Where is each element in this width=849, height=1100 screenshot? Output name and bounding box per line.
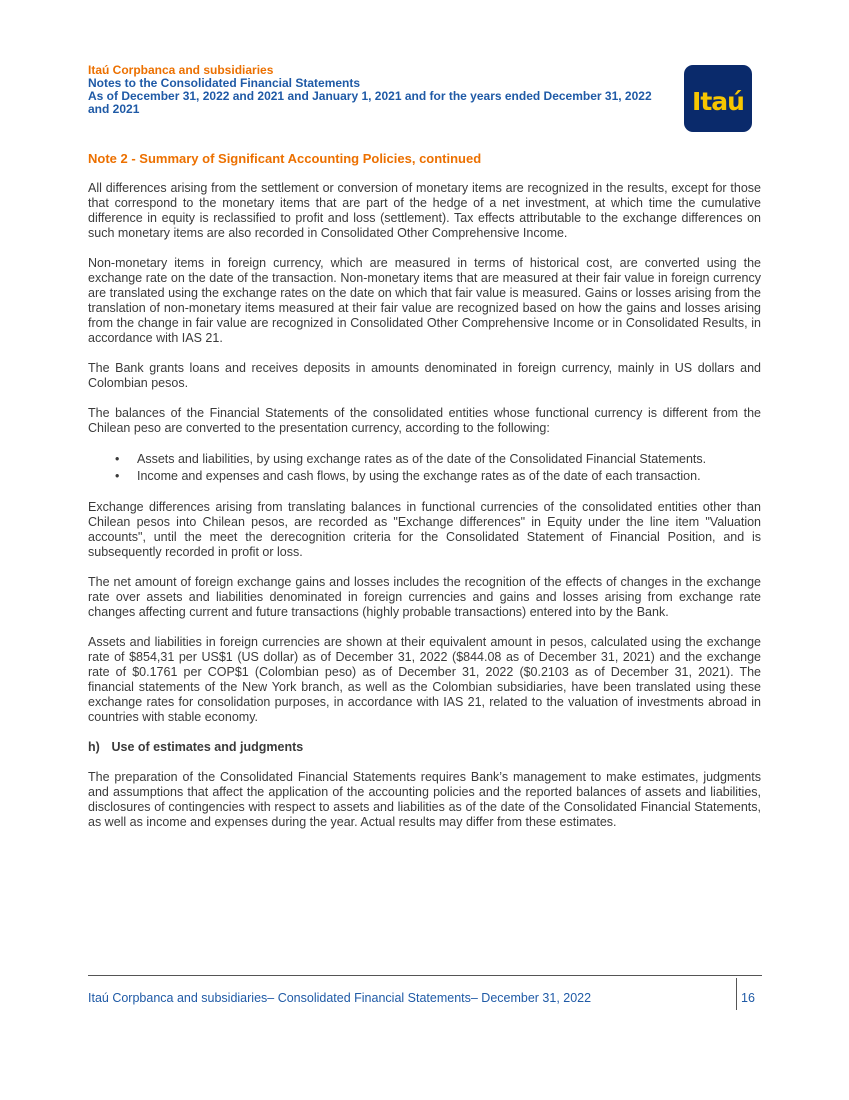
page-header [88,64,688,116]
list-item [88,451,761,468]
document-period: As of December 31, 2022 and 2021 and January 1, 2021 and for the years ended December 31, 2022 [88,89,652,103]
section-heading-estimates [88,740,761,755]
bullet-icon: • [115,469,120,483]
list-item-text: Income and expenses and cash flows, by using the exchange rates as of the date of each transaction. [137,469,701,483]
paragraph-balances-conversion: The balances of the Financial Statements of the consolidated entities whose functional currency is different from the Chilean peso are converted to the presentation currency, according to the following: [88,406,761,435]
footer-text: Itaú Corpbanca and subsidiaries– Consolidated Financial Statements– December 31, 2022 [88,991,592,1005]
paragraph-exchange-differences: Exchange differences arising from translating balances in functional currencies of the consolidated entities other than Chilean pesos into Chilean pesos, are recorded as "Exchange differences" in Equity under the line item "Valuation accounts", until the meet the derecognition criteria for the Consolidated Statement of Financial Position, and is subsequently recorded in profit or loss. [88,500,761,559]
paragraph-estimates: The preparation of the Consolidated Financial Statements requires Bank’s management to make estimates, judgments and assumptions that affect the application of the accounting policies and the reported balances of assets and liabilities, disclosures of contingencies with respect to assets and liabilities as of the date of the Consolidated Financial Statements, as well as income and expenses during the year. Actual results may differ from these estimates. [88,770,761,829]
document-period-continued: and 2021 [88,102,140,116]
list-item [88,468,761,485]
page-number: 16 [741,991,755,1005]
footer-divider [88,975,762,976]
itau-logo [684,65,752,132]
company-name: Itaú Corpbanca and subsidiaries [88,63,274,77]
document-body [88,151,761,845]
list-item-text: Assets and liabilities, by using exchange rates as of the date of the Consolidated Financial Statements. [137,452,707,466]
section-title: Use of estimates and judgments [111,740,304,754]
paragraph-net-fx-gains: The net amount of foreign exchange gains and losses includes the recognition of the effects of changes in the exchange rate over assets and liabilities denominated in foreign currencies and gains and losses arising from exchange rate changes affecting current and future transactions (highly probable transactions) entered into by the Bank. [88,575,761,619]
document-subtitle: Notes to the Consolidated Financial Statements [88,76,361,90]
itau-logo-text: Itaú [692,87,744,116]
paragraph-exchange-rates: Assets and liabilities in foreign currencies are shown at their equivalent amount in pesos, calculated using the exchange rate of $854,31 per US$1 (US dollar) as of December 31, 2022 ($844.08 as of December 31, 2021) and the exchange rate of $0.1761 per COP$1 (Colombian peso) as of December 31, 2022 ($0.2103 as of December 31, 2021). The financial statements of the New York branch, as well as the Colombian subsidiaries, have been translated using these exchange rates for consolidation purposes, in accordance with IAS 21, related to the valuation of investments abroad in countries with stable economy. [88,635,761,724]
note-title: Note 2 - Summary of Significant Accounting Policies, continued [88,151,482,166]
footer-page-divider [736,978,737,1010]
conversion-rules-list [88,451,761,485]
paragraph-monetary-items: All differences arising from the settlement or conversion of monetary items are recognized in the results, except for those that correspond to the monetary items that are part of the hedge of a net investment, at which time the cumulative difference in equity is reclassified to profit and loss (settlement). Tax effects attributable to the exchange differences on such monetary items are also recorded in Consolidated Other Comprehensive Income. [88,181,761,240]
paragraph-loans-deposits: The Bank grants loans and receives deposits in amounts denominated in foreign currency, mainly in US dollars and Colombian pesos. [88,361,761,390]
paragraph-non-monetary-items: Non-monetary items in foreign currency, which are measured in terms of historical cost, are converted using the exchange rate on the date of the transaction. Non-monetary items that are measured at their fair value in foreign currency are translated using the exchange rates on the date on which that fair value is measured. Gains or losses arising from the translation of non-monetary items measured at their fair value are recognized based on how the gains and losses arising from the change in fair value are recognized in Consolidated Other Comprehensive Income or in Consolidated Results, in accordance with IAS 21. [88,256,761,345]
section-letter: h) [88,740,100,754]
bullet-icon: • [115,452,120,466]
